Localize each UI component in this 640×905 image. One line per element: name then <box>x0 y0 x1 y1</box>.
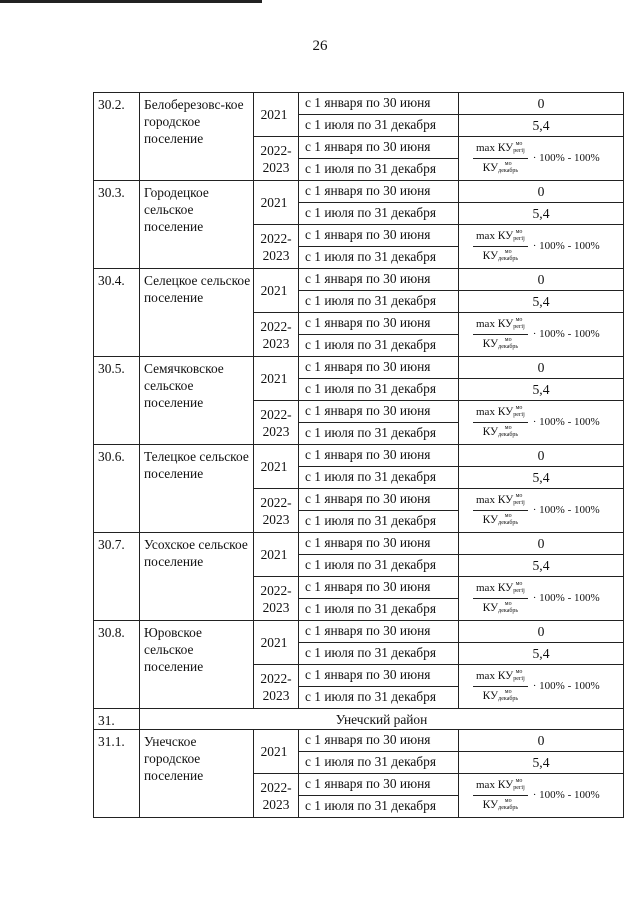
year-2022-2023: 2022-2023 <box>254 665 299 709</box>
period-second-half: с 1 июля по 31 декабря <box>299 467 459 489</box>
table-row <box>94 93 624 115</box>
period-first-half: с 1 января по 30 июня <box>299 577 459 599</box>
settlement-name: Телецкое сельское поселение <box>140 445 254 533</box>
growth-formula: max КУ мо регij КУ мо декабрь · 100% - 100% <box>459 578 623 620</box>
period-first-half: с 1 января по 30 июня <box>299 225 459 247</box>
period-second-half: с 1 июля по 31 декабря <box>299 379 459 401</box>
row-number: 31.1. <box>94 730 140 818</box>
year-2021: 2021 <box>254 357 299 401</box>
year-2021: 2021 <box>254 93 299 137</box>
year-2021: 2021 <box>254 621 299 665</box>
row-number: 30.3. <box>94 181 140 269</box>
year-2022-2023: 2022-2023 <box>254 401 299 445</box>
period-first-half: с 1 января по 30 июня <box>299 665 459 687</box>
table-row <box>94 533 624 555</box>
row-number: 30.7. <box>94 533 140 621</box>
value-first-half: 0 <box>459 533 624 555</box>
row-number: 30.5. <box>94 357 140 445</box>
period-first-half: с 1 января по 30 июня <box>299 730 459 752</box>
growth-formula: max КУ мо регij КУ мо декабрь · 100% - 100% <box>459 490 623 532</box>
period-first-half: с 1 января по 30 июня <box>299 401 459 423</box>
period-first-half: с 1 января по 30 июня <box>299 313 459 335</box>
formula-cell <box>459 313 624 357</box>
year-2021: 2021 <box>254 445 299 489</box>
settlement-name: Усохское сельское поселение <box>140 533 254 621</box>
year-2021: 2021 <box>254 181 299 225</box>
year-2022-2023: 2022-2023 <box>254 137 299 181</box>
period-second-half: с 1 июля по 31 декабря <box>299 115 459 137</box>
page-number: 26 <box>312 38 328 54</box>
row-number: 30.6. <box>94 445 140 533</box>
period-second-half: с 1 июля по 31 декабря <box>299 247 459 269</box>
settlement-name: Юровское сельское поселение <box>140 621 254 709</box>
formula-cell <box>459 577 624 621</box>
year-2022-2023: 2022-2023 <box>254 577 299 621</box>
period-first-half: с 1 января по 30 июня <box>299 533 459 555</box>
year-2022-2023: 2022-2023 <box>254 774 299 818</box>
value-first-half: 0 <box>459 357 624 379</box>
period-first-half: с 1 января по 30 июня <box>299 93 459 115</box>
growth-formula: max КУ мо регij КУ мо декабрь · 100% - 100% <box>459 138 623 180</box>
formula-cell <box>459 401 624 445</box>
value-second-half: 5,4 <box>459 379 624 401</box>
period-first-half: с 1 января по 30 июня <box>299 137 459 159</box>
formula-cell <box>459 774 624 818</box>
top-rule <box>0 0 262 3</box>
period-second-half: с 1 июля по 31 декабря <box>299 159 459 181</box>
settlement-name: Белоберезовс-кое городское поселение <box>140 93 254 181</box>
value-second-half: 5,4 <box>459 752 624 774</box>
settlement-name: Городецкое сельское поселение <box>140 181 254 269</box>
year-2021: 2021 <box>254 730 299 774</box>
period-second-half: с 1 июля по 31 декабря <box>299 291 459 313</box>
value-second-half: 5,4 <box>459 555 624 577</box>
period-first-half: с 1 января по 30 июня <box>299 774 459 796</box>
year-2022-2023: 2022-2023 <box>254 489 299 533</box>
value-first-half: 0 <box>459 93 624 115</box>
period-first-half: с 1 января по 30 июня <box>299 445 459 467</box>
settlement-name: Унечское городское поселение <box>140 730 254 818</box>
value-first-half: 0 <box>459 181 624 203</box>
period-second-half: с 1 июля по 31 декабря <box>299 752 459 774</box>
row-number: 30.4. <box>94 269 140 357</box>
period-first-half: с 1 января по 30 июня <box>299 181 459 203</box>
formula-cell <box>459 489 624 533</box>
growth-formula: max КУ мо регij КУ мо декабрь · 100% - 100% <box>459 226 623 268</box>
period-second-half: с 1 июля по 31 декабря <box>299 203 459 225</box>
region-name: Унечский район <box>140 709 624 730</box>
settlement-name: Селецкое сельское поселение <box>140 269 254 357</box>
growth-formula: max КУ мо регij КУ мо декабрь · 100% - 100% <box>459 775 623 817</box>
table-row <box>94 621 624 643</box>
value-first-half: 0 <box>459 445 624 467</box>
row-number: 30.2. <box>94 93 140 181</box>
formula-cell <box>459 665 624 709</box>
value-second-half: 5,4 <box>459 291 624 313</box>
value-second-half: 5,4 <box>459 203 624 225</box>
period-first-half: с 1 января по 30 июня <box>299 357 459 379</box>
period-second-half: с 1 июля по 31 декабря <box>299 511 459 533</box>
period-second-half: с 1 июля по 31 декабря <box>299 599 459 621</box>
table-row <box>94 730 624 752</box>
period-first-half: с 1 января по 30 июня <box>299 621 459 643</box>
formula-cell <box>459 225 624 269</box>
value-second-half: 5,4 <box>459 467 624 489</box>
formula-cell <box>459 137 624 181</box>
value-second-half: 5,4 <box>459 115 624 137</box>
growth-formula: max КУ мо регij КУ мо декабрь · 100% - 100% <box>459 402 623 444</box>
growth-formula: max КУ мо регij КУ мо декабрь · 100% - 100% <box>459 314 623 356</box>
row-number: 30.8. <box>94 621 140 709</box>
period-second-half: с 1 июля по 31 декабря <box>299 423 459 445</box>
value-second-half: 5,4 <box>459 643 624 665</box>
period-second-half: с 1 июля по 31 декабря <box>299 335 459 357</box>
value-first-half: 0 <box>459 269 624 291</box>
table-row <box>94 269 624 291</box>
period-first-half: с 1 января по 30 июня <box>299 269 459 291</box>
region-row <box>94 709 624 730</box>
period-second-half: с 1 июля по 31 декабря <box>299 555 459 577</box>
year-2022-2023: 2022-2023 <box>254 313 299 357</box>
year-2021: 2021 <box>254 269 299 313</box>
value-first-half: 0 <box>459 730 624 752</box>
period-second-half: с 1 июля по 31 декабря <box>299 643 459 665</box>
period-second-half: с 1 июля по 31 декабря <box>299 796 459 818</box>
tariff-table <box>93 92 624 818</box>
period-second-half: с 1 июля по 31 декабря <box>299 687 459 709</box>
table-row <box>94 181 624 203</box>
value-first-half: 0 <box>459 621 624 643</box>
table-row <box>94 445 624 467</box>
region-number: 31. <box>94 709 140 730</box>
year-2021: 2021 <box>254 533 299 577</box>
period-first-half: с 1 января по 30 июня <box>299 489 459 511</box>
year-2022-2023: 2022-2023 <box>254 225 299 269</box>
growth-formula: max КУ мо регij КУ мо декабрь · 100% - 100% <box>459 666 623 708</box>
table-row <box>94 357 624 379</box>
settlement-name: Семячковское сельское поселение <box>140 357 254 445</box>
